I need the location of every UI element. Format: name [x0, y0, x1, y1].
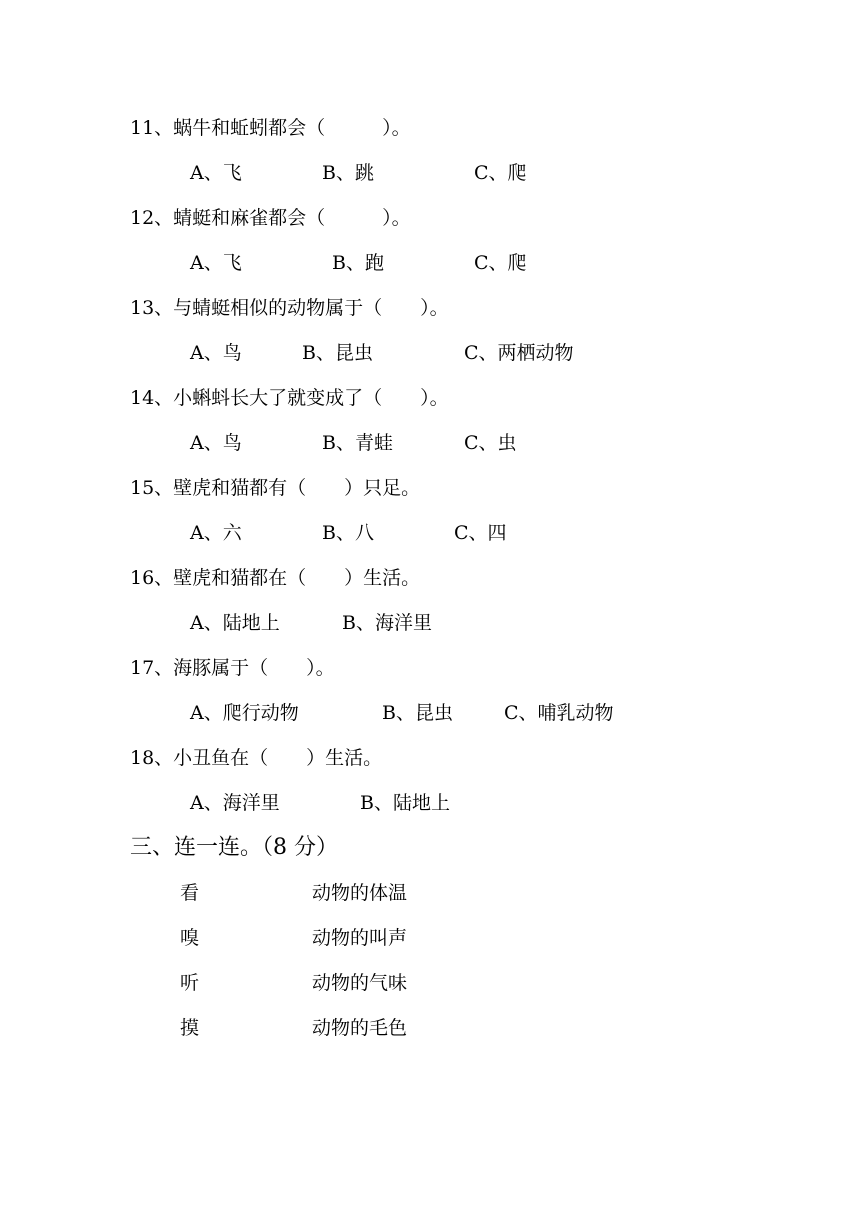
option-14-b: B、青蛙	[322, 432, 393, 454]
option-13-b: B、昆虫	[302, 342, 373, 364]
question-16: 16、壁虎和猫都在（ ）生活。	[130, 567, 421, 589]
match-right-item: 动物的毛色	[312, 1017, 408, 1039]
option-18-b: B、陆地上	[360, 792, 450, 814]
option-17-b: B、昆虫	[382, 702, 453, 724]
option-14-c: C、虫	[464, 432, 517, 454]
match-right-item: 动物的气味	[312, 972, 408, 994]
option-16-b: B、海洋里	[342, 612, 432, 634]
option-15-a: A、六	[190, 522, 242, 544]
question-14: 14、小蝌蚪长大了就变成了（ ）。	[130, 387, 449, 409]
option-17-a: A、爬行动物	[190, 702, 299, 724]
option-14-a: A、鸟	[190, 432, 242, 454]
match-right-item: 动物的体温	[312, 882, 408, 904]
option-15-c: C、四	[454, 522, 507, 544]
option-16-a: A、陆地上	[190, 612, 280, 634]
match-right-item: 动物的叫声	[312, 927, 408, 949]
option-12-c: C、爬	[474, 252, 527, 274]
option-17-c: C、哺乳动物	[504, 702, 614, 724]
option-13-a: A、鸟	[190, 342, 242, 364]
option-15-b: B、八	[322, 522, 374, 544]
option-12-b: B、跑	[332, 252, 384, 274]
question-11: 11、蜗牛和蚯蚓都会（ ）。	[130, 117, 411, 139]
question-18: 18、小丑鱼在（ ）生活。	[130, 747, 383, 769]
question-13: 13、与蜻蜓相似的动物属于（ ）。	[130, 297, 449, 319]
match-left-item: 听	[180, 972, 200, 994]
section-3-title: 三、连一连。（8 分）	[130, 835, 338, 860]
option-13-c: C、两栖动物	[464, 342, 574, 364]
match-left-item: 摸	[180, 1017, 200, 1039]
match-left-item: 看	[180, 882, 200, 904]
option-11-b: B、跳	[322, 162, 374, 184]
question-15: 15、壁虎和猫都有（ ）只足。	[130, 477, 421, 499]
match-left-item: 嗅	[180, 927, 200, 949]
option-18-a: A、海洋里	[190, 792, 280, 814]
option-11-c: C、爬	[474, 162, 527, 184]
question-17: 17、海豚属于（ ）。	[130, 657, 335, 679]
option-12-a: A、飞	[190, 252, 242, 274]
question-12: 12、蜻蜓和麻雀都会（ ）。	[130, 207, 411, 229]
option-11-a: A、飞	[190, 162, 242, 184]
